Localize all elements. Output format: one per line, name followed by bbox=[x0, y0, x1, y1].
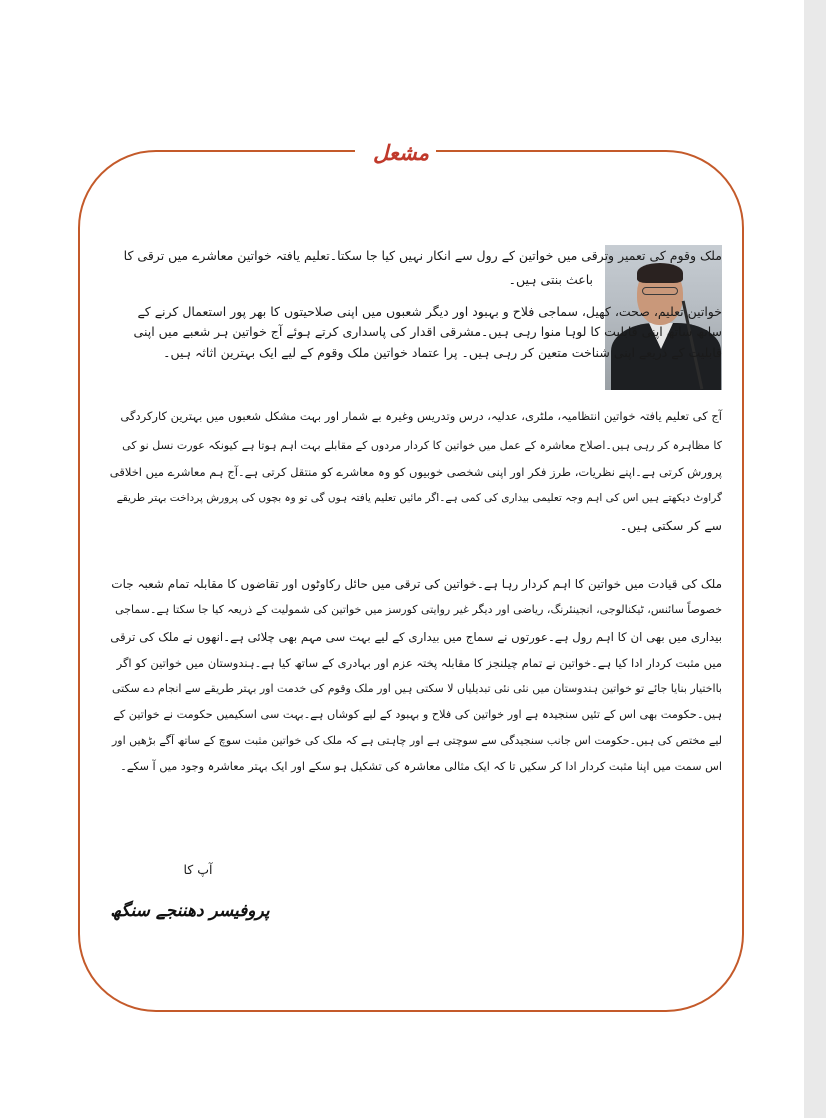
paragraph-4-line-5: بااختیار بنایا جائے تو خواتین ہندوستان میں نئی نئی تبدیلیاں لا سکتی ہیں اور ملک وقوم کی خدمت اور بہتر طریقے سے انجام دے سکتی bbox=[111, 682, 722, 695]
paragraph-4-line-7: لیے مختص کی ہیں۔حکومت اس جانب سنجیدگی سے سوچتی ہے اور چاہتی ہے کہ ملک کی خواتین مثبت سوچ کے ساتھ آگے بڑھیں اور bbox=[112, 734, 722, 747]
paragraph-3-line-4: سے کر سکتی ہیں۔ bbox=[619, 518, 722, 533]
photo-hair bbox=[637, 263, 683, 283]
paragraph-4-line-3: بیداری میں بھی ان کا اہم رول ہے۔عورتوں نے سماج میں بیداری کے لیے بہت سی مہم بھی چلائی ہے۔انھوں نے ملک کی ترقی bbox=[110, 630, 722, 644]
paragraph-4-line-2: خصوصاً سائنس، ٹیکنالوجی، انجینئرنگ، ریاضی اور دیگر غیر روایتی کورسز میں خواتین کی شمولیت کے ذریعہ کیا جا سکتا ہے۔سماجی bbox=[115, 603, 722, 616]
paragraph-2-line-3: قابلیت کے ذریعے اپنی شناخت متعین کر رہی ہیں۔ پرا عتماد خواتین ملک وقوم کے لیے ایک بہترین اثاثہ ہیں۔ bbox=[163, 345, 722, 360]
paragraph-2-line-2: ساتھ ساتھ اپنی قابلیت کا لوہا منوا رہی ہیں۔مشرقی اقدار کی پاسداری کرتے ہوئے آج خواتین ہر شعبے میں اپنی bbox=[133, 324, 722, 339]
paragraph-3-line-2: پرورش کرتی ہے۔اپنے نظریات، طرز فکر اور اپنی شخصی خوبیوں کو وہ معاشرے کو منتقل کرتی ہے۔آج ہم معاشرے میں اخلاقی bbox=[109, 465, 722, 479]
signature: پروفیسر دھننجے سنگھ bbox=[110, 901, 270, 921]
paragraph-3-line-3: گراوٹ دیکھتے ہیں اس کی اہم وجہ تعلیمی بیداری کی کمی ہے۔اگر مائیں تعلیم یافتہ ہوں گی تو وہ بچوں کی پرورش پرداخت بہتر طریقے bbox=[116, 492, 722, 504]
paragraph-1-line-1: ملک وقوم کی تعمیر وترقی میں خواتین کے رول سے انکار نہیں کیا جا سکتا۔تعلیم یافتہ خواتین معاشرے میں ترقی کا bbox=[123, 248, 722, 263]
paragraph-3-line-1: کا مظاہرہ کر رہی ہیں۔اصلاح معاشرہ کے عمل میں خواتین کا کردار مردوں کے مقابلے بہت اہم ہوتا ہے کیونکہ عورت نسل نو کی bbox=[122, 439, 722, 452]
paragraph-2-line-1: خواتین تعلیم، صحت، کھیل، سماجی فلاح و بہبود اور دیگر شعبوں میں اپنی صلاحیتوں کا بھر پور استعمال کرنے کے bbox=[137, 304, 722, 319]
paragraph-4-line-4: میں مثبت کردار ادا کیا ہے۔خواتین نے تمام چیلنجز کا مقابلہ پختہ عزم اور بہادری کے ساتھ کیا ہے۔ہندوستان میں خواتین کو اگر bbox=[116, 656, 722, 670]
paragraph-4-line-6: ہیں۔حکومت بھی اس کے تئیں سنجیدہ ہے اور خواتین کی فلاح و بہبود کے لیے کوشاں ہے۔بہت سی اسکیمیں حکومت نے خواتین کے bbox=[113, 708, 722, 721]
paragraph-4-line-1: ملک کی قیادت میں خواتین کا اہم کردار رہا ہے۔خواتین کی ترقی میں حائل رکاوٹوں اور تقاضوں کا مقابلہ تمام شعبہ جات bbox=[111, 577, 722, 591]
page-title: مشعل bbox=[372, 141, 430, 165]
paragraph-4-line-8: اس سمت میں اپنا مثبت کردار ادا کر سکیں تا کہ ایک مثالی معاشرہ کی تشکیل ہو سکے اور ایک بہتر معاشرہ وجود میں آ سکے۔ bbox=[120, 760, 722, 773]
paragraph-2-line-4: آج کی تعلیم یافتہ خواتین انتظامیہ، ملٹری، عدلیہ، درس وتدریس وغیرہ بے شمار اور بہت مشکل شعبوں میں بہترین کارکردگی bbox=[120, 409, 722, 423]
closing-label: آپ کا bbox=[183, 862, 213, 877]
heading-rule bbox=[436, 150, 546, 152]
glasses-icon bbox=[642, 287, 678, 295]
paragraph-1-line-2: باعث بنتی ہیں۔ bbox=[508, 272, 593, 287]
page-shadow bbox=[804, 0, 826, 1118]
